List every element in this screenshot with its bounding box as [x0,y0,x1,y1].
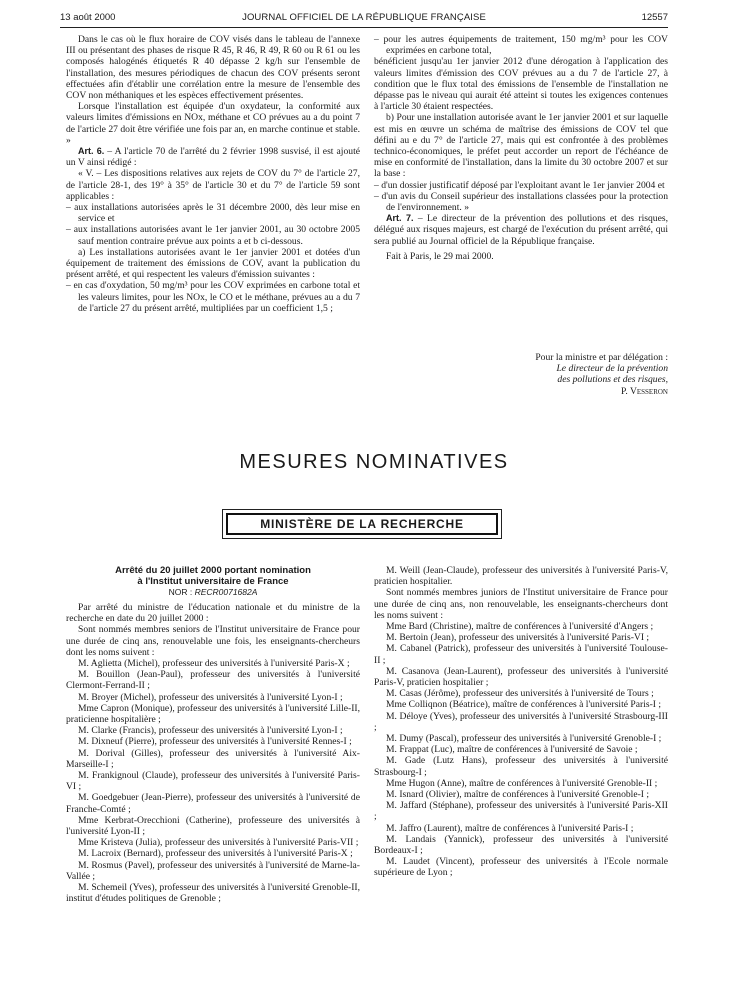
list-item: M. Dixneuf (Pierre), professeur des universités à l'université Rennes-I ; [78,736,352,748]
paragraph: Sont nommés membres juniors de l'Institut universitaire de France pour une durée de cinq ans, non renouvelable, les enseignants-chercheurs dont les noms suivent : [374,587,668,621]
nor-reference [66,587,360,598]
header-rule [60,27,668,28]
paragraph: Dans le cas où le flux horaire de COV visés dans le tableau de l'annexe III ou présentant des phases de risque R 45, R 46, R 49, R 60 ou R 61 ou les composés halogénés étiquetés R 40 dépasse 2 kg/h sur l'ensemble de l'installation, des mesures périodiques de chacun des COV présents seront effectuées afin d'établir une corrélation entre la mesure de l'ensemble des COV non méthaniques et les espèces effectivement présentes. [66,34,360,102]
signature-name: P. Vesseron [621,385,668,397]
signature-block [374,352,668,397]
list-item: M. Bertoin (Jean), professeur des universités à l'université Paris-VI ; [386,632,650,644]
list-item: Mme Kerbrat-Orecchioni (Catherine), professeure des universités à l'université Lyon-II ; [66,814,360,838]
article-6-label: Art. 6. [78,146,105,157]
column-bottom-left [66,565,360,904]
header-date: 13 août 2000 [60,12,116,23]
signature-line: Le directeur de la prévention [556,363,668,375]
list-item: M. Rosmus (Pavel), professeur des universités à l'université de Marne-la-Vallée ; [66,859,360,882]
list-item: M. Cabanel (Patrick), professeur des universités à l'université Toulouse-II ; [374,643,668,666]
article-7-label: Art. 7. [386,213,414,224]
paragraph: « V. – Les dispositions relatives aux rejets de COV du 7° de l'article 27, de l'article 28-1, des 19° à 35° de l'article 30 et du 7° de l'article 59 sont applicables : [66,168,360,202]
list-item: M. Isnard (Olivier), maître de conférences à l'université Grenoble-I ; [386,789,650,801]
paragraph: Par arrêté du ministre de l'éducation nationale et du ministre de la recherche en date du 20 juillet 2000 : [66,602,360,625]
page-header [60,12,668,26]
list-item: M. Frankignoul (Claude), professeur des universités à l'université Paris-VI ; [66,770,360,793]
list-item: M. Jaffard (Stéphane), professeur des universités à l'université Paris-XII ; [374,800,668,823]
list-item: Mme Hugon (Anne), maître de conférences à l'université Grenoble-II ; [386,777,658,789]
article-7 [374,213,668,247]
dash-item: – d'un avis du Conseil supérieur des installations classées pour la protection de l'environnement. » [374,190,668,214]
list-item: M. Laudet (Vincent), professeur des universités à l'Ecole normale supérieure de Lyon ; [374,856,668,879]
list-item: M. Jaffro (Laurent), maître de conférences à l'université Paris-I ; [386,822,634,834]
dash-item: – aux installations autorisées après le 31 décembre 2000, dès leur mise en service et [66,202,360,225]
list-item: M. Weill (Jean-Claude), professeur des universités à l'université Paris-V, praticien hospitalier. [374,565,668,588]
list-item: M. Dumy (Pascal), professeur des universités à l'université Grenoble-I ; [386,733,662,745]
nor-code: RECR0071682A [194,587,258,597]
list-item: M. Dorival (Gilles), professeur des universités à l'université Aix-Marseille-I ; [66,747,360,770]
list-item: M. Casanova (Jean-Laurent), professeur des universités à l'université Paris-V, praticien hospitalier ; [374,665,668,689]
section-title: MESURES NOMINATIVES [239,451,509,473]
article-6 [66,146,360,168]
article-7-text: – Le directeur de la prévention des pollutions et des risques, délégué aux risques majeurs, est chargé de l'exécution du présent arrêté, qui sera publié au Journal officiel de la République française. [374,213,668,247]
list-item: Mme Colliqnon (Béatrice), maître de conférences à l'université Paris-I ; [386,699,662,711]
dash-item: – aux installations autorisées avant le 1er janvier 2001, au 30 octobre 2005 sauf mention contraire prévue aux points a et b ci-dessous. [66,224,360,247]
header-journal-title: JOURNAL OFFICIEL DE LA RÉPUBLIQUE FRANÇAISE [242,12,486,23]
list-item: M. Goedgebuer (Jean-Pierre), professeur des universités à l'université de Franche-Comté ; [66,792,360,815]
signature-line: Pour la ministre et par délégation : [535,352,668,363]
list-item: M. Clarke (Francis), professeur des universités à l'université Lyon-I ; [78,725,343,737]
paragraph: a) Les installations autorisées avant le 1er janvier 2001 et dotées d'un équipement de traitement des émissions de COV, avant la publication du présent arrêté, et qui respectent les valeurs d'émission suivantes : [66,246,360,281]
list-item: M. Frappat (Luc), maître de conférences à l'université de Savoie ; [386,744,638,756]
list-item: M. Aglietta (Michel), professeur des universités à l'université Paris-X ; [78,658,350,670]
nor-label: NOR : [168,587,195,597]
dash-item: – en cas d'oxydation, 50 mg/m³ pour les COV exprimées en carbone total et les valeurs limites, pour les NOx, le CO et le méthane, prévues au a du 7 de l'article 27 du présent arrêté, multipliées par un coefficient 1,5 ; [66,280,360,314]
header-page-number: 12557 [641,12,668,23]
paragraph: b) Pour une installation autorisée avant le 1er janvier 2001 et sur laquelle est mis en œuvre un schéma de maîtrise des émissions de COV tel que défini au e du 7° de l'article 27, mais qui est confrontée à des problèmes technico-économiques, le préfet peut accorder un report de l'échéance de mise en conformité de l'installation, dans la limite du 30 octobre 2007 et sur la base : [374,112,668,180]
arrete-title-line: à l'Institut universitaire de France [137,576,289,587]
article-6-text: – A l'article 70 de l'arrêté du 2 février 1998 susvisé, il est ajouté un V ainsi rédigé : [66,146,360,169]
list-item: M. Landais (Yannick), professeur des universités à l'université Bordeaux-I ; [374,833,668,857]
ministry-box [222,509,502,539]
dash-item: – d'un dossier justificatif déposé par l'exploitant avant le 1er janvier 2004 et [374,179,665,191]
column-top-left [66,34,360,314]
list-item: M. Bouillon (Jean-Paul), professeur des universités à l'université Clermont-Ferrand-II ; [66,669,360,692]
list-item: Mme Bard (Christine), maître de conférences à l'université d'Angers ; [386,621,654,633]
dash-item: – pour les autres équipements de traitement, 150 mg/m³ pour les COV exprimées en carbone total, [374,34,668,57]
list-item: M. Schemeil (Yves), professeur des universités à l'université Grenoble-II, institut d'études politiques de Grenoble ; [66,882,360,905]
column-top-right [374,34,668,262]
list-item: M. Broyer (Michel), professeur des universités à l'université Lyon-I ; [78,691,343,703]
fait-a-paris: Fait à Paris, le 29 mai 2000. [386,250,494,262]
list-item: M. Casas (Jérôme), professeur des universités à l'université de Tours ; [386,688,654,700]
arrete-title-line: Arrêté du 20 juillet 2000 portant nomination [115,565,311,576]
signature-line: des pollutions et des risques, [557,374,668,386]
paragraph: bénéficient jusqu'au 1er janvier 2012 d'une dérogation à l'application des valeurs limites d'émission des COV prévues au a du 7 de l'article 27, à condition que le flux total des émissions de l'ensemble de l'installation ne dépasse pas le niveau qui aurait été atteint si toutes les exigences contenues à l'article 30 étaient respectées. [374,56,668,113]
ministry-title: MINISTÈRE DE LA RECHERCHE [226,513,498,535]
list-item: M. Déloye (Yves), professeur des universités à l'université Strasbourg-III ; [374,710,668,733]
list-item: M. Gade (Lutz Hans), professeur des universités à l'université Strasbourg-I ; [374,755,668,778]
column-bottom-right [374,565,668,879]
list-item: Mme Kristeva (Julia), professeur des universités à l'université Paris-VII ; [78,837,359,849]
list-item: M. Lacroix (Bernard), professeur des universités à l'université Paris-X ; [78,848,353,860]
list-item: Mme Capron (Monique), professeur des universités à l'université Lille-II, praticienne hospitalière ; [66,702,361,726]
paragraph: Lorsque l'installation est équipée d'un oxydateur, la conformité aux valeurs limites d'émissions en NOx, méthane et CO prévues au a du point 7 de l'article 27 doit être vérifiée une fois par an, en marche continue et stable. » [66,101,360,146]
paragraph: Sont nommés membres seniors de l'Institut universitaire de France pour une durée de cinq ans, renouvelable une fois, les enseignants-chercheurs dont les noms suivent : [66,624,360,658]
